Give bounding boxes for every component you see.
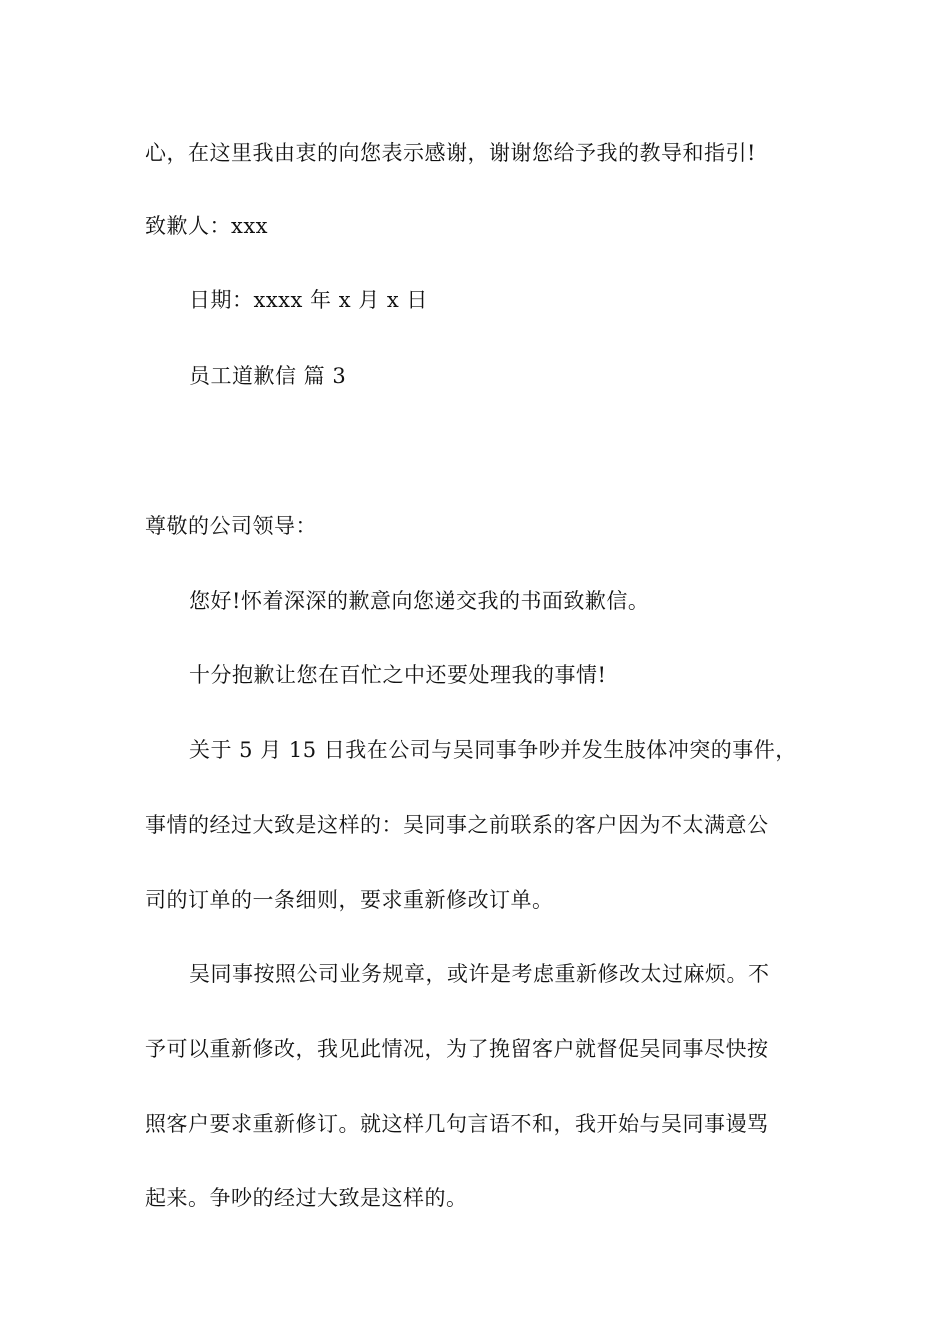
detail-paragraph-line-1: 吴同事按照公司业务规章，或许是考虑重新修改太过麻烦。不 xyxy=(189,962,770,986)
signer-line: 致歉人：xxx xyxy=(145,214,269,238)
detail-paragraph-line-2: 予可以重新修改，我见此情况，为了挽留客户就督促吴同事尽快按 xyxy=(145,1037,769,1061)
event-paragraph-line-1: 关于 5 月 15 日我在公司与吴同事争吵并发生肢体冲突的事件， xyxy=(189,738,797,762)
greeting-paragraph: 您好!怀着深深的歉意向您递交我的书面致歉信。 xyxy=(189,589,650,613)
detail-paragraph-line-3: 照客户要求重新修订。就这样几句言语不和，我开始与吴同事谩骂 xyxy=(145,1112,769,1136)
detail-paragraph-line-4: 起来。争吵的经过大致是这样的。 xyxy=(145,1186,468,1210)
date-line: 日期：xxxx 年 x 月 x 日 xyxy=(189,288,428,312)
salutation-line: 尊敬的公司领导： xyxy=(145,514,317,538)
event-paragraph-line-3: 司的订单的一条细则，要求重新修改订单。 xyxy=(145,888,554,912)
apology-paragraph: 十分抱歉让您在百忙之中还要处理我的事情! xyxy=(189,663,607,687)
event-paragraph-line-2: 事情的经过大致是这样的：吴同事之前联系的客户因为不太满意公 xyxy=(145,813,769,837)
section-heading: 员工道歉信 篇 3 xyxy=(189,364,347,388)
text-line-1: 心，在这里我由衷的向您表示感谢，谢谢您给予我的教导和指引! xyxy=(145,141,756,165)
